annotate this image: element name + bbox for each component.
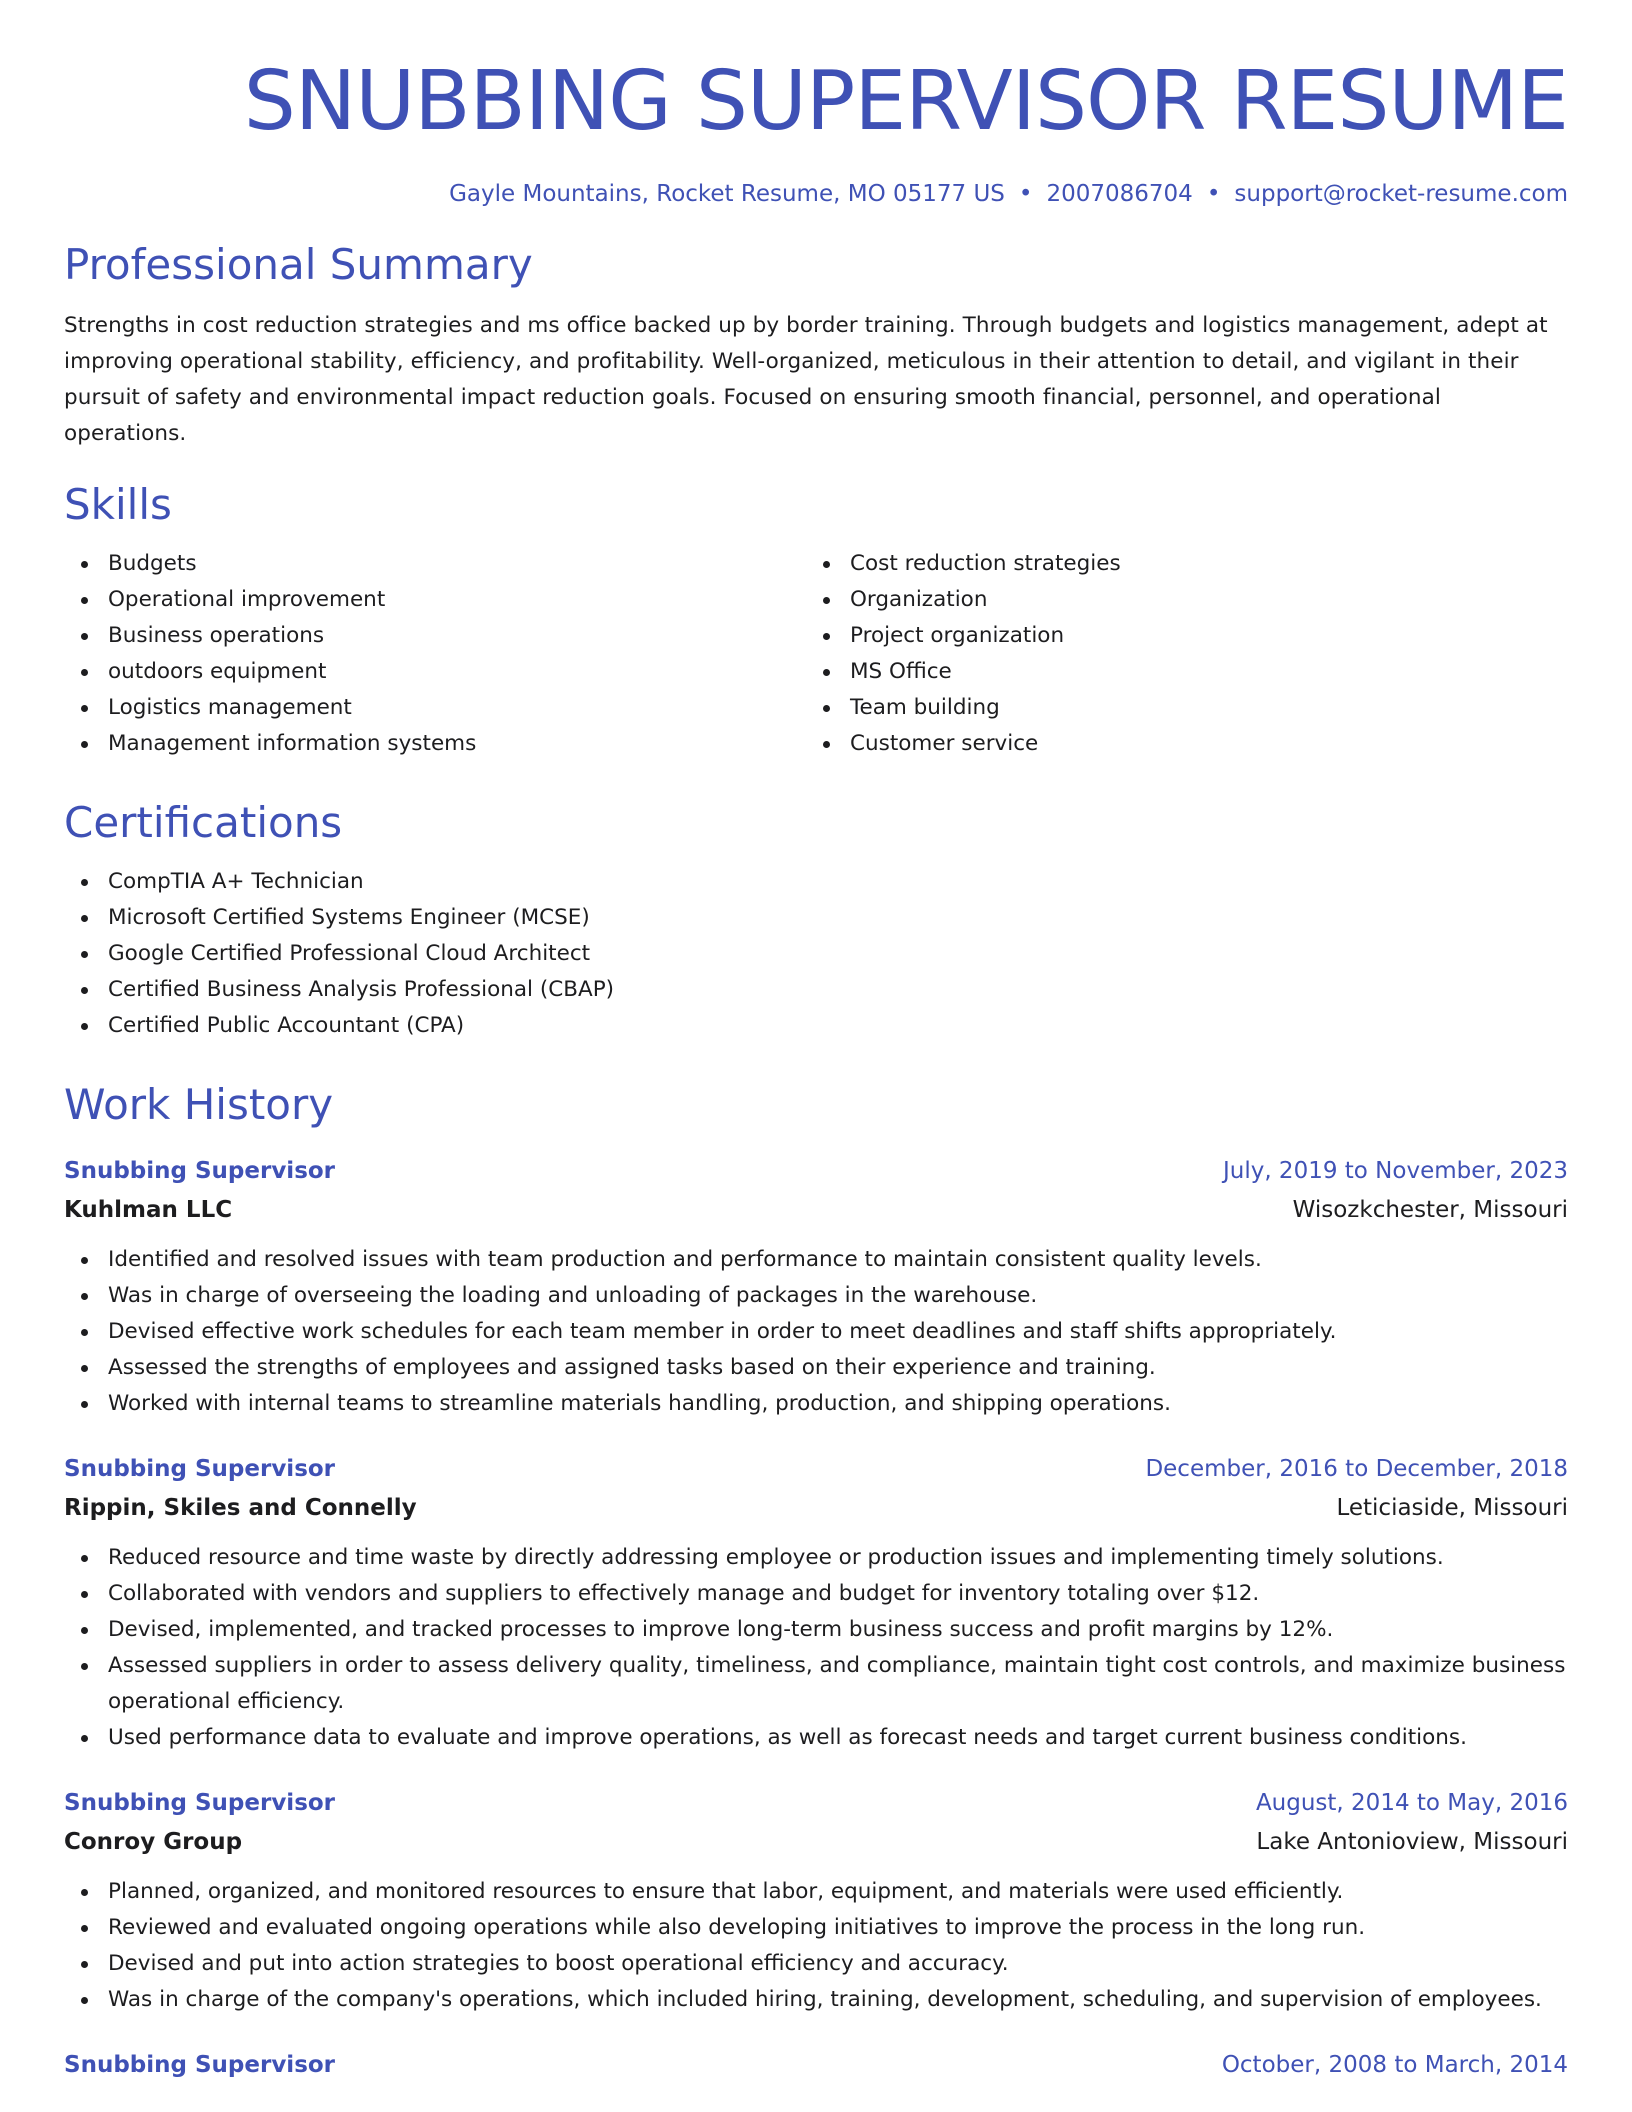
certifications-heading: Certifications	[64, 798, 343, 847]
contact-address: Gayle Mountains, Rocket Resume, MO 05177 US	[449, 181, 1005, 207]
resume-title: SNUBBING SUPERVISOR RESUME	[243, 54, 1568, 149]
job-title: Snubbing Supervisor	[64, 1456, 336, 1482]
job-header-row	[64, 1450, 1568, 1488]
certification-item: Google Certified Professional Cloud Architect	[64, 936, 1568, 972]
skill-item: Management information systems	[64, 726, 806, 762]
contact-separator: •	[1018, 181, 1033, 207]
job-bullet: Assessed the strengths of employees and assigned tasks based on their experience and training.	[64, 1350, 1568, 1386]
skill-item: Operational improvement	[64, 582, 806, 618]
job-company-row	[64, 1190, 1568, 1230]
job-title: Snubbing Supervisor	[64, 2052, 336, 2078]
skills-list-right	[806, 546, 1548, 762]
job-bullet: Devised, implemented, and tracked processes to improve long-term business success and profit margins by 12%.	[64, 1612, 1568, 1648]
job-bullets	[64, 1874, 1568, 2018]
job-dates: August, 2014 to May, 2016	[1255, 1790, 1568, 1816]
skills-list-left	[64, 546, 806, 762]
job-company: Conroy Group	[64, 1829, 243, 1855]
job-header-row	[64, 2046, 1568, 2084]
skill-item: Budgets	[64, 546, 806, 582]
job-entry	[64, 2046, 1568, 2084]
skill-item: Business operations	[64, 618, 806, 654]
skill-item: Cost reduction strategies	[806, 546, 1548, 582]
job-dates: December, 2016 to December, 2018	[1145, 1456, 1568, 1482]
summary-section	[64, 238, 1568, 452]
skills-section	[64, 478, 1568, 762]
job-location: Lake Antonioview, Missouri	[1256, 1829, 1568, 1855]
job-dates: October, 2008 to March, 2014	[1221, 2052, 1568, 2078]
certifications-section	[64, 796, 1568, 1044]
contact-line	[64, 178, 1568, 210]
job-header-row	[64, 1784, 1568, 1822]
job-title: Snubbing Supervisor	[64, 1158, 336, 1184]
skill-item: MS Office	[806, 654, 1548, 690]
job-bullet: Identified and resolved issues with team production and performance to maintain consistent quality levels.	[64, 1242, 1568, 1278]
skill-item: Team building	[806, 690, 1548, 726]
job-bullet: Worked with internal teams to streamline materials handling, production, and shipping operations.	[64, 1386, 1568, 1422]
job-entry	[64, 1450, 1568, 1756]
job-dates: July, 2019 to November, 2023	[1222, 1158, 1568, 1184]
skill-item: Project organization	[806, 618, 1548, 654]
job-bullet: Devised effective work schedules for each team member in order to meet deadlines and staff shifts appropriately.	[64, 1314, 1568, 1350]
job-company-row	[64, 1822, 1568, 1862]
certifications-list	[64, 864, 1568, 1044]
job-bullet: Reviewed and evaluated ongoing operations while also developing initiatives to improve the process in the long run.	[64, 1910, 1568, 1946]
summary-heading: Professional Summary	[64, 240, 533, 289]
summary-text: Strengths in cost reduction strategies and ms office backed up by border training. Through budgets and logistics management, adept at improving operational stability, efficiency, and profitability. Well-organized, meticulous in their attention to detail, and vigilant in their pursuit of safety and environmental impact reduction goals. Focused on ensuring smooth financial, personnel, and operational operations.	[64, 313, 1548, 446]
contact-email[interactable]: support@rocket-resume.com	[1234, 181, 1568, 207]
certification-item: Certified Business Analysis Professional (CBAP)	[64, 972, 1568, 1008]
certification-item: CompTIA A+ Technician	[64, 864, 1568, 900]
skill-item: outdoors equipment	[64, 654, 806, 690]
certification-item: Certified Public Accountant (CPA)	[64, 1008, 1568, 1044]
job-bullet: Planned, organized, and monitored resources to ensure that labor, equipment, and materials were used efficiently.	[64, 1874, 1568, 1910]
job-company-row	[64, 1488, 1568, 1528]
job-title: Snubbing Supervisor	[64, 1790, 336, 1816]
certification-item: Microsoft Certified Systems Engineer (MCSE)	[64, 900, 1568, 936]
contact-phone: 2007086704	[1046, 181, 1193, 207]
job-bullet: Was in charge of the company's operations, which included hiring, training, development, scheduling, and supervision of employees.	[64, 1982, 1568, 2018]
work-history-section	[64, 1078, 1568, 2084]
job-bullet: Assessed suppliers in order to assess delivery quality, timeliness, and compliance, maintain tight cost controls, and maximize business operational efficiency.	[64, 1648, 1568, 1720]
job-location: Leticiaside, Missouri	[1336, 1495, 1568, 1521]
job-bullets	[64, 1540, 1568, 1756]
work-history-heading: Work History	[64, 1080, 334, 1129]
job-company: Rippin, Skiles and Connelly	[64, 1495, 417, 1521]
skills-grid	[64, 546, 1568, 762]
skill-item: Logistics management	[64, 690, 806, 726]
job-bullets	[64, 1242, 1568, 1422]
job-bullet: Used performance data to evaluate and improve operations, as well as forecast needs and target current business conditions.	[64, 1720, 1568, 1756]
job-entry	[64, 1784, 1568, 2018]
job-location: Wisozkchester, Missouri	[1292, 1197, 1568, 1223]
skill-item: Organization	[806, 582, 1548, 618]
contact-separator: •	[1206, 181, 1221, 207]
job-company: Kuhlman LLC	[64, 1197, 233, 1223]
job-entry	[64, 1152, 1568, 1422]
skill-item: Customer service	[806, 726, 1548, 762]
job-bullet: Collaborated with vendors and suppliers to effectively manage and budget for inventory totaling over $12.	[64, 1576, 1568, 1612]
job-bullet: Reduced resource and time waste by directly addressing employee or production issues and implementing timely solutions.	[64, 1540, 1568, 1576]
job-bullet: Devised and put into action strategies to boost operational efficiency and accuracy.	[64, 1946, 1568, 1982]
job-header-row	[64, 1152, 1568, 1190]
skills-heading: Skills	[64, 480, 172, 529]
job-bullet: Was in charge of overseeing the loading and unloading of packages in the warehouse.	[64, 1278, 1568, 1314]
